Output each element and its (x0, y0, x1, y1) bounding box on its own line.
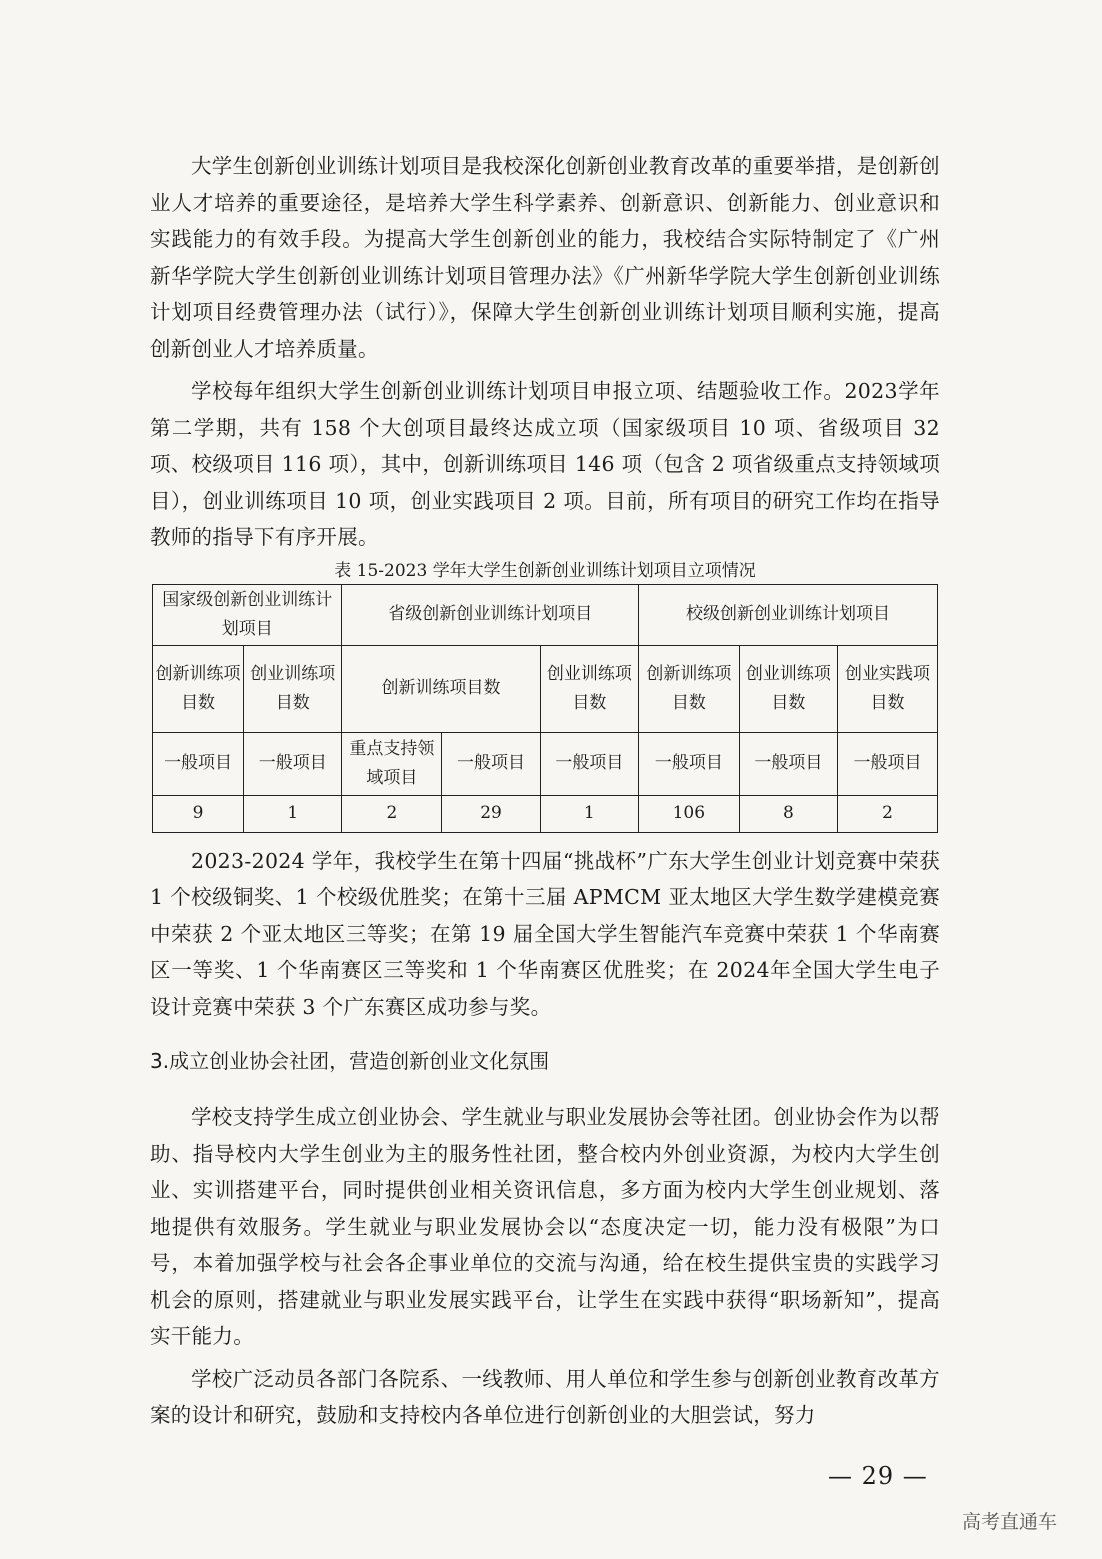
intro-paragraph: 大学生创新创业训练计划项目是我校深化创新创业教育改革的重要举措，是创新创业人才培养的重要途径，是培养大学生科学素养、创新意识、创新能力、创业意识和实践能力的有效手段。为提高大学生创新创业的能力，我校结合实际特制定了《广州新华学院大学生创新创业训练计划项目管理办法》《广州新华学院大学生创新创业训练计划项目经费管理办法（试行）》，保障大学生创新创业训练计划项目顺利实施，提高创新创业人才培养质量。 (150, 154, 940, 361)
table-subheader: 创业训练项目数 (739, 645, 837, 732)
table-subheader: 创业训练项目数 (540, 645, 638, 732)
table-value-cell: 29 (442, 795, 540, 832)
table-type-cell: 重点支持领域项目 (342, 732, 442, 795)
table-caption: 表 15-2023 学年大学生创新创业训练计划项目立项情况 (334, 560, 756, 581)
table-row (153, 645, 938, 732)
table-row (153, 584, 938, 645)
project-table (152, 584, 938, 833)
table-value-cell: 106 (638, 795, 739, 832)
table-value-cell: 1 (540, 795, 638, 832)
table-subheader: 创业实践项目数 (838, 645, 938, 732)
table-type-cell: 一般项目 (838, 732, 938, 795)
table-value-cell: 1 (244, 795, 342, 832)
table-type-cell: 一般项目 (244, 732, 342, 795)
watermark-text: 高考直通车 (962, 1511, 1058, 1533)
table-value-cell: 8 (739, 795, 837, 832)
page-number: — 29 — (828, 1462, 928, 1490)
projects-paragraph: 学校每年组织大学生创新创业训练计划项目申报立项、结题验收工作。2023学年第二学期，共有 158 个大创项目最终达成立项（国家级项目 10 项、省级项目 32 项、校级项目 116 项），其中，创新训练项目 146 项（包含 2 项省级重点支持领域项目），创业训练项目 10 项，创业实践项目 2 项。目前，所有项目的研究工作均在指导教师的指导下有序开展。 (150, 379, 940, 549)
table-subheader: 创新训练项目数 (638, 645, 739, 732)
table-type-cell: 一般项目 (638, 732, 739, 795)
table-group-header: 省级创新创业训练计划项目 (342, 584, 639, 645)
table-subheader: 创新训练项目数 (153, 645, 244, 732)
table-value-cell: 9 (153, 795, 244, 832)
section-heading: 3.成立创业协会社团，营造创新创业文化氛围 (150, 1049, 550, 1073)
document-page (150, 148, 940, 1440)
table-type-cell: 一般项目 (540, 732, 638, 795)
table-subheader: 创业训练项目数 (244, 645, 342, 732)
table-group-header: 国家级创新创业训练计划项目 (153, 584, 342, 645)
competition-paragraph: 2023-2024 学年，我校学生在第十四届“挑战杯”广东大学生创业计划竞赛中荣获 1 个校级铜奖、1 个校级优胜奖；在第十三届 APMCM 亚太地区大学生数学建模竞赛中荣获 2 个亚太地区三等奖；在第 19 届全国大学生智能汽车竞赛中荣获 1 个华南赛区一等奖、1 个华南赛区三等奖和 1 个华南赛区优胜奖；在 2024年全国大学生电子设计竞赛中荣获 3 个广东赛区成功参与奖。 (150, 848, 940, 1019)
table-subheader: 创新训练项目数 (342, 645, 540, 732)
table-value-cell: 2 (342, 795, 442, 832)
reform-paragraph: 学校广泛动员各部门各院系、一线教师、用人单位和学生参与创新创业教育改革方案的设计和研究，鼓励和支持校内各单位进行创新创业的大胆尝试，努力 (150, 1366, 940, 1427)
table-type-cell: 一般项目 (442, 732, 540, 795)
association-paragraph: 学校支持学生成立创业协会、学生就业与职业发展协会等社团。创业协会作为以帮助、指导校内大学生创业为主的服务性社团，整合校内外创业资源，为校内大学生创业、实训搭建平台，同时提供创业相关资讯信息，多方面为校内大学生创业规划、落地提供有效服务。学生就业与职业发展协会以“态度决定一切，能力没有极限”为口号，本着加强学校与社会各企事业单位的交流与沟通，给在校生提供宝贵的实践学习机会的原则，搭建就业与职业发展实践平台，让学生在实践中获得“职场新知”，提高实干能力。 (150, 1105, 940, 1348)
table-row (153, 795, 938, 832)
table-type-cell: 一般项目 (153, 732, 244, 795)
table-type-cell: 一般项目 (739, 732, 837, 795)
table-value-cell: 2 (838, 795, 938, 832)
table-row (153, 732, 938, 795)
table-group-header: 校级创新创业训练计划项目 (638, 584, 937, 645)
